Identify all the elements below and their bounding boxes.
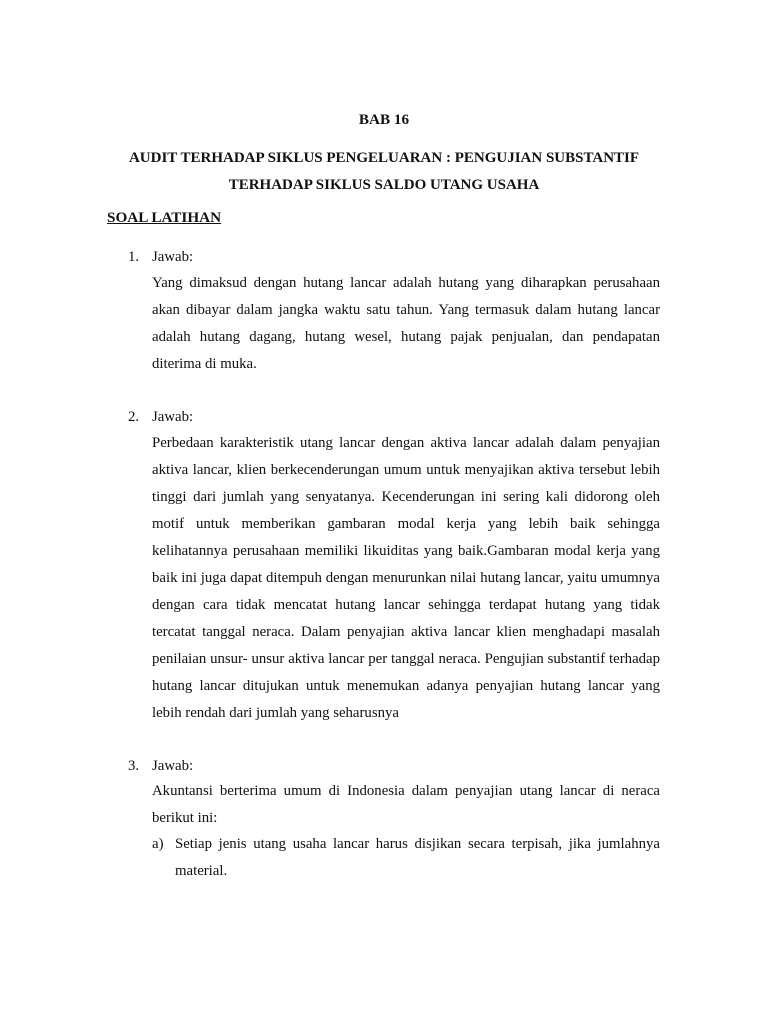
item-3-number: 3. — [128, 758, 140, 774]
item-2-number: 2. — [128, 409, 140, 425]
item-1-number: 1. — [128, 249, 140, 265]
item-1-label: Jawab: — [152, 249, 194, 265]
item-3-sub-a-text: Setiap jenis utang usaha lancar harus disjikan secara terpisah, jika jumlahnya material. — [175, 836, 660, 879]
section-heading: SOAL LATIHAN — [107, 209, 222, 226]
item-2-label: Jawab: — [152, 409, 194, 425]
item-3-sub-a-label: a) — [152, 836, 164, 852]
chapter-title-line-2: TERHADAP SIKLUS SALDO UTANG USAHA — [228, 177, 540, 193]
item-3-label: Jawab: — [152, 758, 194, 774]
chapter-heading: BAB 16 — [358, 111, 410, 128]
chapter-title-line-1: AUDIT TERHADAP SIKLUS PENGELUARAN : PENGUJIAN SUBSTANTIF — [128, 150, 640, 166]
item-2-answer: Perbedaan karakteristik utang lancar dengan aktiva lancar adalah dalam penyajian aktiva lancar, klien berkecenderungan umum untuk menyajikan aktiva tersebut lebih tinggi dari jumlah yang senyatanya. Kecenderungan ini sering kali didorong oleh motif untuk memberikan gambaran modal kerja yang lebih baik sehingga kelihatannya perusahaan memiliki likuiditas yang baik.Gambaran modal kerja yang baik ini juga dapat ditempuh dengan menurunkan nilai hutang lancar, yaitu umumnya dengan cara tidak mencatat hutang lancar sehingga terdapat hutang yang tidak tercatat tanggal neraca. Dalam penyajian aktiva lancar klien menghadapi masalah penilaian unsur- unsur aktiva lancar per tanggal neraca. Pengujian substantif terhadap hutang lancar ditujukan untuk menemukan adanya penyajian hutang lancar yang lebih rendah dari jumlah yang seharusnya — [152, 435, 660, 721]
item-3-answer: Akuntansi berterima umum di Indonesia dalam penyajian utang lancar di neraca berikut ini: — [152, 783, 660, 826]
chapter-title — [100, 145, 668, 199]
item-1-answer: Yang dimaksud dengan hutang lancar adalah hutang yang diharapkan perusahaan akan dibayar dalam jangka waktu satu tahun. Yang termasuk dalam hutang lancar adalah hutang dagang, hutang wesel, hutang pajak penjualan, dan pendapatan diterima di muka. — [152, 275, 660, 372]
